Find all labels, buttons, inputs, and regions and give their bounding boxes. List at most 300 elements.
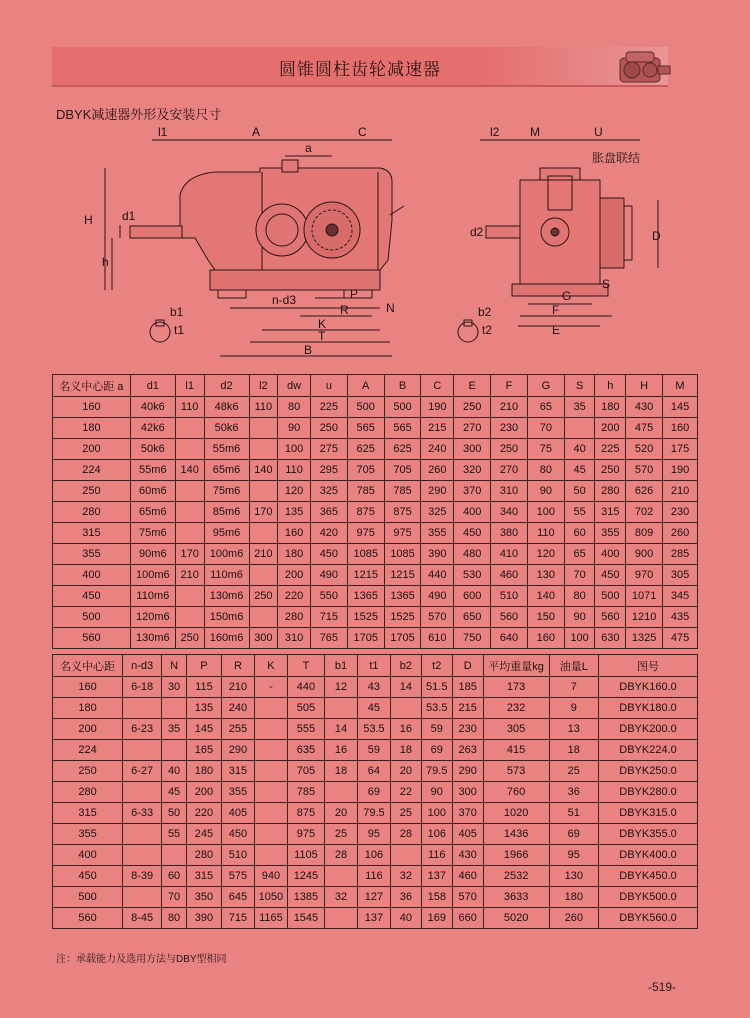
dim-P: P (350, 287, 359, 301)
table-cell: 5020 (483, 908, 549, 929)
table-cell: 400 (454, 502, 491, 523)
table-cell (254, 803, 287, 824)
output-shaft (486, 226, 520, 238)
table-cell: 36 (390, 887, 421, 908)
table-cell: 200 (53, 719, 123, 740)
table-cell (254, 740, 287, 761)
table-cell: 490 (310, 565, 347, 586)
table2-row (53, 677, 698, 698)
table-cell: 450 (53, 586, 131, 607)
table-cell: 160 (663, 418, 698, 439)
table-cell: 120 (278, 481, 311, 502)
table-cell: 200 (278, 565, 311, 586)
table-cell: 875 (384, 502, 421, 523)
table-cell: 310 (491, 481, 528, 502)
table-cell: 64 (357, 761, 390, 782)
table-cell: 250 (310, 418, 347, 439)
dim-S: S (602, 277, 611, 291)
input-shaft (130, 226, 182, 238)
table-cell: 230 (491, 418, 528, 439)
table-cell: 370 (452, 803, 483, 824)
dim-A: A (252, 125, 261, 139)
header-cell: 油量L (549, 655, 598, 677)
table-cell: 1705 (384, 628, 421, 649)
header-cell: n-d3 (123, 655, 162, 677)
table-cell: 500 (53, 607, 131, 628)
table-cell: 160 (278, 523, 311, 544)
table-cell: 60m6 (130, 481, 175, 502)
table-cell: 440 (287, 677, 324, 698)
dim-T: T (318, 329, 326, 343)
table-cell: 224 (53, 740, 123, 761)
table-cell (162, 740, 187, 761)
table-cell: 315 (221, 761, 254, 782)
table1-row (53, 460, 698, 481)
table1-row (53, 544, 698, 565)
table-cell: 300 (249, 628, 278, 649)
table-cell: 355 (53, 824, 123, 845)
table-cell (249, 607, 278, 628)
table-cell: 79.5 (357, 803, 390, 824)
table-cell: 65m6 (130, 502, 175, 523)
header-cell: T (287, 655, 324, 677)
table1-row (53, 607, 698, 628)
table-cell: 570 (626, 460, 663, 481)
header-cell: l1 (175, 375, 204, 397)
table-cell: 300 (454, 439, 491, 460)
table-cell: 310 (278, 628, 311, 649)
table-cell: 69 (549, 824, 598, 845)
table-cell: 116 (421, 845, 452, 866)
table-cell: DBYK280.0 (599, 782, 698, 803)
table-cell: 1165 (254, 908, 287, 929)
table-cell: 50k6 (204, 418, 249, 439)
table-cell: 410 (491, 544, 528, 565)
header-cell: B (384, 375, 421, 397)
table-cell: 400 (53, 845, 123, 866)
table2-row (53, 824, 698, 845)
table-cell: 240 (421, 439, 454, 460)
table-cell: 415 (483, 740, 549, 761)
table-cell: 325 (421, 502, 454, 523)
table-cell: 110m6 (130, 586, 175, 607)
table-cell: 875 (287, 803, 324, 824)
dim-h: h (102, 255, 109, 269)
header-cell: G (527, 375, 564, 397)
table-cell: 40k6 (130, 397, 175, 418)
table-cell (123, 740, 162, 761)
table-cell: 765 (310, 628, 347, 649)
table-cell: 14 (390, 677, 421, 698)
table-cell: 1020 (483, 803, 549, 824)
table-cell (249, 481, 278, 502)
table-cell: 1705 (347, 628, 384, 649)
table-cell: 510 (491, 586, 528, 607)
table-cell: 875 (347, 502, 384, 523)
table-cell (175, 481, 204, 502)
table-cell (249, 565, 278, 586)
dim-b1: b1 (170, 305, 184, 319)
table-cell: 970 (626, 565, 663, 586)
table-cell: 90m6 (130, 544, 175, 565)
table-cell: 215 (452, 698, 483, 719)
table-cell: 36 (549, 782, 598, 803)
table-cell (249, 439, 278, 460)
table-cell: 115 (186, 677, 221, 698)
table-cell: 13 (549, 719, 598, 740)
table-cell: 760 (483, 782, 549, 803)
table-cell (175, 607, 204, 628)
table2-row (53, 782, 698, 803)
table-cell: 65 (564, 544, 595, 565)
gearbox-thumbnail-icon (612, 44, 674, 88)
table1-row (53, 418, 698, 439)
table-cell: 630 (595, 628, 626, 649)
table-cell: 210 (249, 544, 278, 565)
table-cell: 158 (421, 887, 452, 908)
table-cell: 245 (186, 824, 221, 845)
table-cell: 295 (310, 460, 347, 481)
table-cell (254, 782, 287, 803)
table-cell: 45 (357, 698, 390, 719)
table-cell: 110 (175, 397, 204, 418)
table-cell: 315 (53, 803, 123, 824)
table-cell: 65m6 (204, 460, 249, 481)
table-cell: 140 (249, 460, 278, 481)
table-cell: 185 (452, 677, 483, 698)
dimension-table-1 (52, 374, 698, 649)
table-cell: 975 (287, 824, 324, 845)
table-cell: 560 (595, 607, 626, 628)
table-cell: 225 (310, 397, 347, 418)
dimension-table-2 (52, 654, 698, 929)
table-cell (123, 782, 162, 803)
table-cell: 355 (53, 544, 131, 565)
table-cell: 215 (421, 418, 454, 439)
table-cell (249, 523, 278, 544)
table-cell: 135 (186, 698, 221, 719)
table-cell: 60 (564, 523, 595, 544)
table-cell: 40 (162, 761, 187, 782)
table-cell: - (254, 677, 287, 698)
header-cell: 平均重量kg (483, 655, 549, 677)
table-cell: 340 (491, 502, 528, 523)
table-cell: 705 (287, 761, 324, 782)
table-cell: 18 (390, 740, 421, 761)
table-cell: 290 (221, 740, 254, 761)
table-cell: 715 (221, 908, 254, 929)
table-cell: 750 (454, 628, 491, 649)
header-cell: t2 (421, 655, 452, 677)
dim-K: K (318, 317, 327, 331)
table-cell: 150m6 (204, 607, 249, 628)
table-cell: 45 (162, 782, 187, 803)
table-cell: 180 (53, 418, 131, 439)
table1-row (53, 565, 698, 586)
table-cell: 16 (390, 719, 421, 740)
table-cell: 635 (287, 740, 324, 761)
table-cell: 290 (452, 761, 483, 782)
shrink-disc (600, 198, 624, 268)
table-cell: 940 (254, 866, 287, 887)
table-cell: 65 (527, 397, 564, 418)
table-cell: 505 (287, 698, 324, 719)
table-cell: 225 (595, 439, 626, 460)
table-cell: 224 (53, 460, 131, 481)
table-cell: 1245 (287, 866, 324, 887)
header-cell: l2 (249, 375, 278, 397)
table-cell: 130m6 (130, 628, 175, 649)
table-cell: 16 (324, 740, 357, 761)
table-cell: 12 (324, 677, 357, 698)
table-cell: 110 (278, 460, 311, 481)
dim-l1: l1 (158, 125, 168, 139)
table-cell: 355 (221, 782, 254, 803)
table-cell: 85m6 (204, 502, 249, 523)
table-cell: 8-39 (123, 866, 162, 887)
header-cell: d2 (204, 375, 249, 397)
table-cell: 137 (421, 866, 452, 887)
table2-row (53, 698, 698, 719)
table-cell: 1545 (287, 908, 324, 929)
header-cell: 名义中心距 (53, 655, 123, 677)
table-cell: 130 (549, 866, 598, 887)
table-cell: 390 (421, 544, 454, 565)
table-cell: 480 (454, 544, 491, 565)
table-cell: 80 (162, 908, 187, 929)
table-cell: 260 (421, 460, 454, 481)
table2-row (53, 803, 698, 824)
dim-M: M (530, 125, 540, 139)
table-cell: 405 (221, 803, 254, 824)
keyway-left (150, 322, 170, 342)
table-cell: 220 (278, 586, 311, 607)
table-cell: 100 (527, 502, 564, 523)
table-cell: 565 (347, 418, 384, 439)
header-cell: b1 (324, 655, 357, 677)
table-cell: 405 (452, 824, 483, 845)
table-cell: 1385 (287, 887, 324, 908)
table-cell: 355 (421, 523, 454, 544)
table-cell: 715 (310, 607, 347, 628)
table-cell: 450 (595, 565, 626, 586)
table-cell: 55m6 (130, 460, 175, 481)
table-cell: 560 (53, 908, 123, 929)
header-cell: 图号 (599, 655, 698, 677)
table-cell: 40 (390, 908, 421, 929)
table-cell: 475 (626, 418, 663, 439)
table-cell: 1085 (384, 544, 421, 565)
table-cell: 165 (186, 740, 221, 761)
table-cell: 140 (527, 586, 564, 607)
table-cell: 250 (53, 481, 131, 502)
table-cell: DBYK250.0 (599, 761, 698, 782)
table-cell: 260 (549, 908, 598, 929)
table-cell: 48k6 (204, 397, 249, 418)
header-cell: R (221, 655, 254, 677)
table-cell (162, 845, 187, 866)
table-cell: 420 (310, 523, 347, 544)
table-cell: 9 (549, 698, 598, 719)
table-cell: 170 (175, 544, 204, 565)
table-cell: DBYK180.0 (599, 698, 698, 719)
table-cell: 180 (278, 544, 311, 565)
table-cell: 7 (549, 677, 598, 698)
table-cell: 450 (53, 866, 123, 887)
table-cell: 40 (564, 439, 595, 460)
table-cell: 30 (162, 677, 187, 698)
dim-a: a (305, 141, 312, 155)
table-cell: 80 (278, 397, 311, 418)
table-cell: 809 (626, 523, 663, 544)
table-cell: 200 (595, 418, 626, 439)
table-cell: 500 (595, 586, 626, 607)
table-cell: 573 (483, 761, 549, 782)
table-cell (254, 698, 287, 719)
table-cell: 500 (384, 397, 421, 418)
table-cell: 18 (549, 740, 598, 761)
table-cell: 53.5 (421, 698, 452, 719)
table-cell: 510 (221, 845, 254, 866)
table-cell: 80 (564, 586, 595, 607)
table-cell: 365 (310, 502, 347, 523)
page-number: -519- (648, 980, 677, 994)
table-cell: 120m6 (130, 607, 175, 628)
table-cell: 55 (162, 824, 187, 845)
dim-d2: d2 (470, 225, 484, 239)
table-cell: 625 (384, 439, 421, 460)
table-cell: 110 (249, 397, 278, 418)
table-cell: 20 (324, 803, 357, 824)
table-cell: 1525 (347, 607, 384, 628)
table-cell: 100 (564, 628, 595, 649)
table-cell: 255 (221, 719, 254, 740)
table-cell (324, 866, 357, 887)
table-header-row (53, 655, 698, 677)
table-cell: 290 (421, 481, 454, 502)
header-cell: u (310, 375, 347, 397)
page-title: 圆锥圆柱齿轮减速器 (279, 60, 441, 79)
table-cell: 450 (310, 544, 347, 565)
table-cell: 35 (564, 397, 595, 418)
table-cell: 390 (186, 908, 221, 929)
table-cell: 50 (564, 481, 595, 502)
table-cell (175, 523, 204, 544)
table-cell: 400 (53, 565, 131, 586)
table2-row (53, 866, 698, 887)
table-cell: 610 (421, 628, 454, 649)
table-cell: 460 (491, 565, 528, 586)
table-cell: 325 (310, 481, 347, 502)
table-cell: 645 (221, 887, 254, 908)
table-cell: 28 (324, 845, 357, 866)
table-cell: 1436 (483, 824, 549, 845)
table-cell: 145 (663, 397, 698, 418)
table-cell: 1210 (626, 607, 663, 628)
table-cell: 560 (53, 628, 131, 649)
table-cell (175, 439, 204, 460)
table-cell: 2532 (483, 866, 549, 887)
table-cell: 210 (221, 677, 254, 698)
table-cell: 190 (421, 397, 454, 418)
table-cell: 173 (483, 677, 549, 698)
table-cell: 180 (53, 698, 123, 719)
table1-row (53, 628, 698, 649)
table-cell: DBYK355.0 (599, 824, 698, 845)
header-cell: N (162, 655, 187, 677)
gear-circle-left (256, 204, 308, 256)
table-cell: 160m6 (204, 628, 249, 649)
table-cell: 90 (527, 481, 564, 502)
table-cell: 160 (53, 397, 131, 418)
table-cell: 69 (421, 740, 452, 761)
table-cell: DBYK560.0 (599, 908, 698, 929)
table-cell: 25 (390, 803, 421, 824)
table-cell: DBYK200.0 (599, 719, 698, 740)
table1-row (53, 586, 698, 607)
table-cell: 50 (162, 803, 187, 824)
table-cell: 650 (454, 607, 491, 628)
table-cell: DBYK224.0 (599, 740, 698, 761)
table-cell: 180 (595, 397, 626, 418)
table-cell: 280 (53, 782, 123, 803)
table-cell: 190 (663, 460, 698, 481)
table-cell: 90 (564, 607, 595, 628)
dim-G: G (562, 289, 572, 303)
table-cell: 626 (626, 481, 663, 502)
table1-row (53, 439, 698, 460)
table-cell: 232 (483, 698, 549, 719)
table-cell: 35 (162, 719, 187, 740)
table-cell: 450 (221, 824, 254, 845)
table-cell: 145 (186, 719, 221, 740)
table2-row (53, 719, 698, 740)
header-cell: 名义中心距 a (53, 375, 131, 397)
table-cell: 600 (454, 586, 491, 607)
table-cell: 260 (663, 523, 698, 544)
table-cell: 127 (357, 887, 390, 908)
table-cell: 110m6 (204, 565, 249, 586)
table-cell: 430 (452, 845, 483, 866)
table-cell: 42k6 (130, 418, 175, 439)
header-cell: F (491, 375, 528, 397)
table-cell: 320 (454, 460, 491, 481)
table-cell (175, 418, 204, 439)
header-cell: H (626, 375, 663, 397)
table-cell: 180 (549, 887, 598, 908)
table-cell: 702 (626, 502, 663, 523)
table-cell: 8-45 (123, 908, 162, 929)
table-header-row (53, 375, 698, 397)
dim-B: B (304, 343, 313, 357)
table-cell: 170 (249, 502, 278, 523)
table-cell: 490 (421, 586, 454, 607)
dim-R: R (340, 303, 349, 317)
table-cell: 60 (162, 866, 187, 887)
table-cell: 6-27 (123, 761, 162, 782)
table-cell (324, 908, 357, 929)
table-cell: 1365 (384, 586, 421, 607)
table-cell: 280 (595, 481, 626, 502)
dim-H: H (84, 213, 93, 227)
table-cell: 3633 (483, 887, 549, 908)
table-cell: 520 (626, 439, 663, 460)
table-cell: 280 (53, 502, 131, 523)
table-cell: 43 (357, 677, 390, 698)
table-cell: 169 (421, 908, 452, 929)
table-cell: 355 (595, 523, 626, 544)
table-cell: 430 (626, 397, 663, 418)
